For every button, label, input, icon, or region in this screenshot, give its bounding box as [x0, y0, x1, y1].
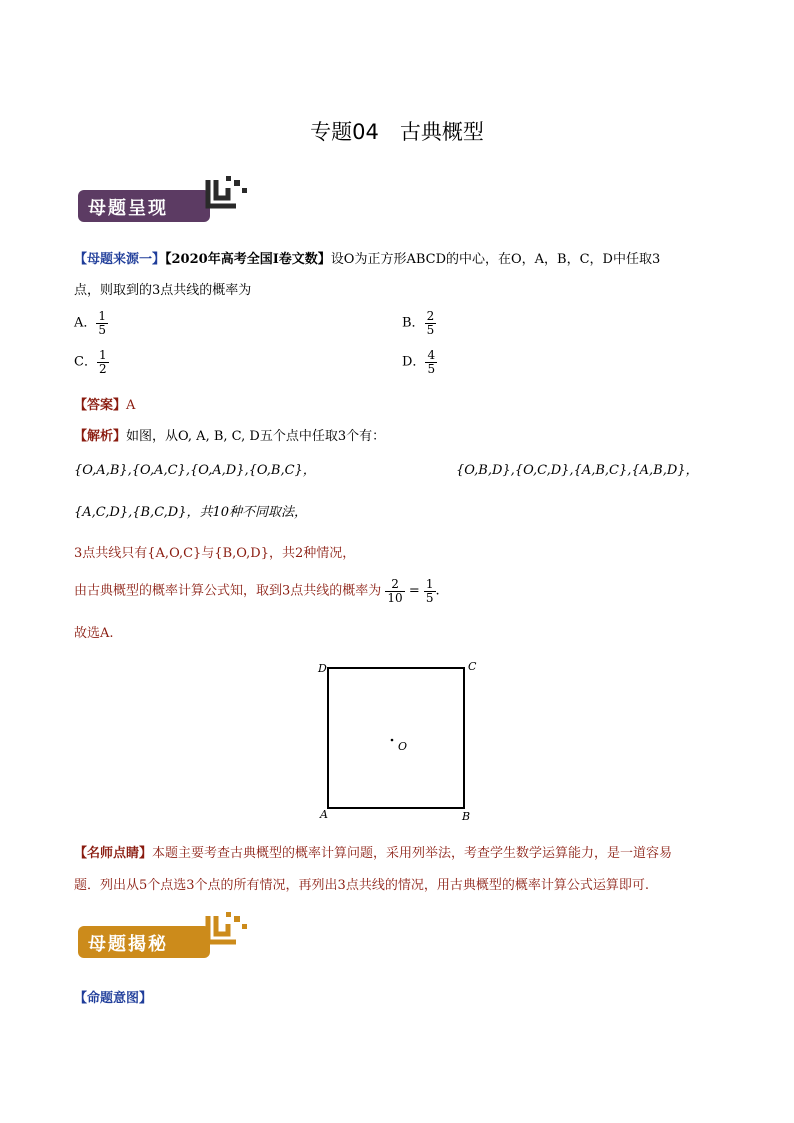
- teacher-line-2: 题．列出从5个点选3个点的所有情况，再列出3点共线的情况，用古典概型的概率计算公式运算即可.: [74, 878, 649, 893]
- square-figure: [316, 656, 486, 826]
- label-b: B: [462, 810, 471, 823]
- question-stem-1: 设O为正方形ABCD的中心，在O，A，B，C，D中任取3: [330, 252, 661, 267]
- section-banner-reveal: [78, 912, 258, 962]
- option-a: A． $\frac{1}{5}$: [74, 309, 107, 337]
- sets-line-1-left: {O,A,B},{O,A,C},{O,A,D},{O,B,C}，: [74, 463, 316, 478]
- label-d: D: [318, 662, 327, 675]
- question-line-1: [74, 248, 660, 267]
- formula-line: 由古典概型的概率计算公式知，取到3点共线的概率为 $\frac{2}{10}$ = $\frac{1}{5}$ .: [74, 577, 440, 605]
- sets-line-2: {A,C,D},{B,C,D}，共10种不同取法，: [74, 505, 308, 520]
- square-abcd: [328, 668, 464, 808]
- intent-tag: 【命题意图】: [74, 991, 153, 1006]
- banner-label: 母题揭秘: [88, 934, 168, 955]
- option-d: D． $\frac{4}{5}$: [402, 348, 436, 376]
- option-b: B． $\frac{2}{5}$: [402, 309, 435, 337]
- banner-decoration-icon: [198, 912, 258, 962]
- conclusion-line: 故选A.: [74, 626, 114, 641]
- center-point-o: [391, 739, 394, 742]
- option-c: C． $\frac{1}{2}$: [74, 348, 107, 376]
- teacher-line-1: 【名师点睛】本题主要考查古典概型的概率计算问题，采用列举法，考查学生数学运算能力，是一道容易: [74, 846, 673, 861]
- exam-tag: 【2020年高考全国Ⅰ卷文数】: [165, 252, 331, 267]
- section-banner-presentation: [78, 176, 258, 226]
- label-a: A: [320, 808, 328, 821]
- answer-line: 【答案】A: [74, 398, 136, 413]
- label-o: O: [398, 740, 408, 753]
- collinear-line: 3点共线只有{A,O,C}与{B,O,D}，共2种情况，: [74, 546, 356, 561]
- source-tag: 【母题来源一】: [74, 252, 166, 267]
- analysis-intro: 【解析】如图，从O, A, B, C, D五个点中任取3个有：: [74, 429, 386, 444]
- banner-label: 母题呈现: [88, 198, 168, 219]
- banner-decoration-icon: [198, 176, 258, 226]
- label-c: C: [468, 660, 477, 673]
- sets-line-1-right: {O,B,D},{O,C,D},{A,B,C},{A,B,D}，: [456, 463, 699, 478]
- page-title: 专题04 古典概型: [310, 120, 484, 144]
- question-stem-2: 点，则取到的3点共线的概率为: [74, 283, 252, 298]
